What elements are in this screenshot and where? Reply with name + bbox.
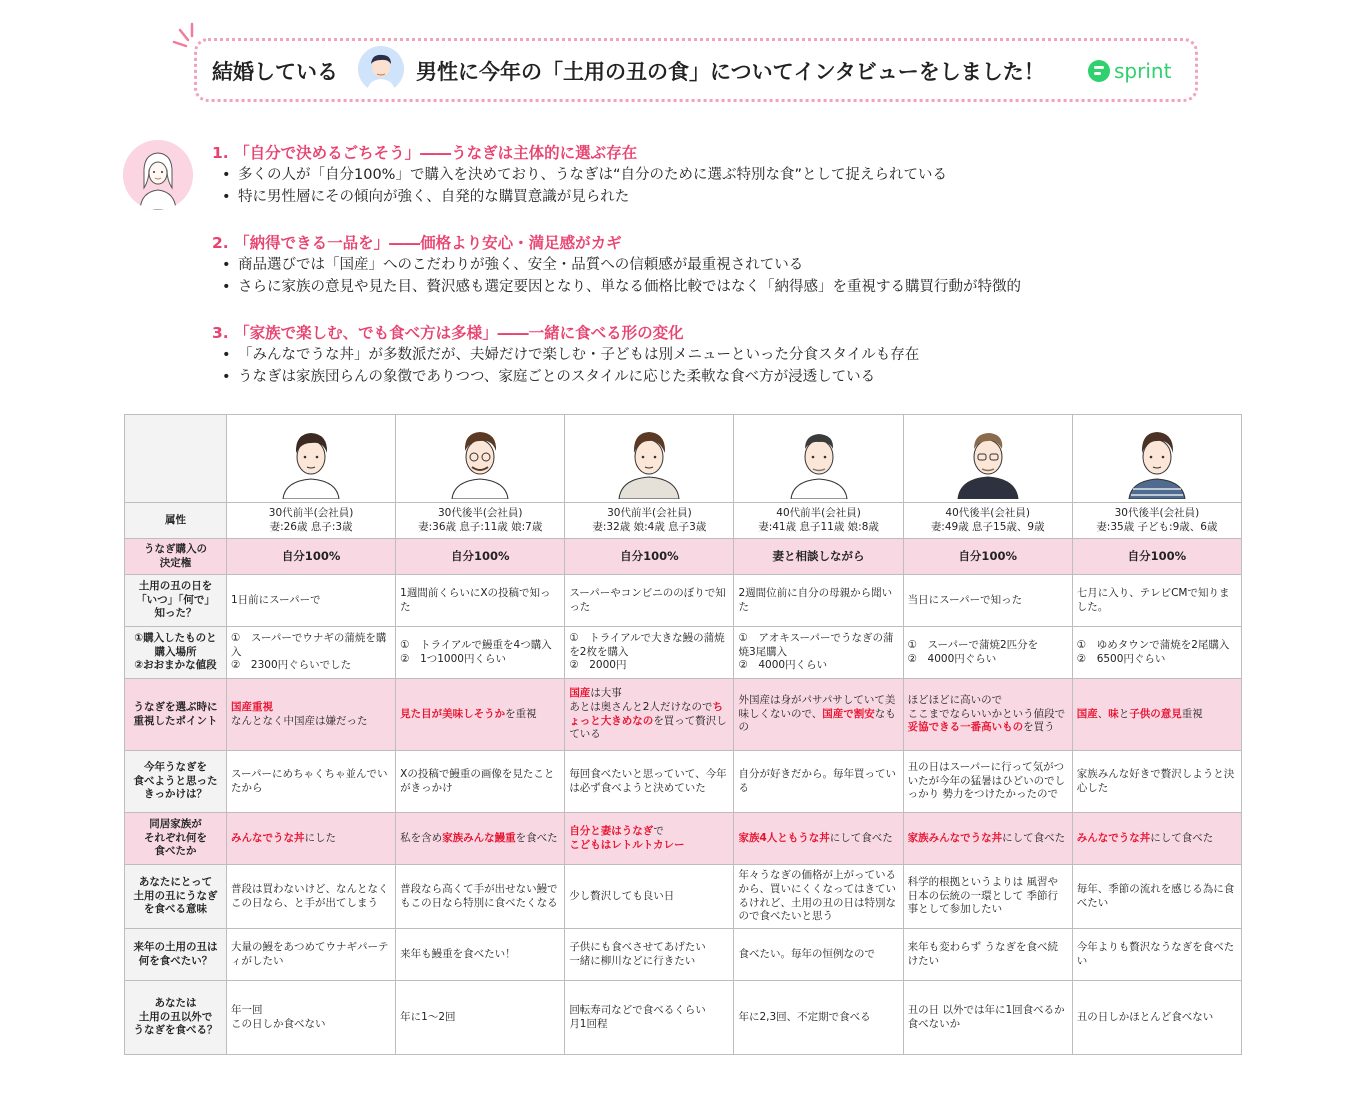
other-times-cell: 年一回 この日しか食べない <box>227 981 396 1055</box>
family-cell: みんなでうな丼にした <box>227 813 396 865</box>
trigger-cell: 家族みんな好きで贅沢しようと決心した <box>1072 751 1241 813</box>
man-portrait-icon <box>271 419 351 499</box>
family-cell: みんなでうな丼にして食べた <box>1072 813 1241 865</box>
next-year-cell: 今年よりも贅沢なうなぎを食べたい <box>1072 929 1241 981</box>
attribute-cell: 30代後半(会社員) 妻:36歳 息子:11歳 娘:7歳 <box>396 503 565 539</box>
knew-cell: 2週間位前に自分の母親から聞いた <box>734 575 903 627</box>
purchase-cell: ① ゆめタウンで蒲焼を2尾購入 ② 6500円ぐらい <box>1072 627 1241 679</box>
trigger-cell: 毎回食べたいと思っていて、今年は必ず食べようと決めていた <box>565 751 734 813</box>
row-header: ①購入したものと 購入場所 ②おおまかな値段 <box>125 627 227 679</box>
summary-heading-3: 3. 「家族で楽しむ、でも食べ方は多様」――一緒に食べる形の変化 <box>212 324 684 342</box>
table-row-knew <box>125 575 1242 627</box>
trigger-cell: 丑の日はスーパーに行って気がついたが今年の猛暑はひどいのでしっかり 勢力をつけたかったので <box>903 751 1072 813</box>
person-portrait-3 <box>565 415 734 503</box>
meaning-cell: 少し贅沢しても良い日 <box>565 865 734 929</box>
man-portrait-icon <box>779 419 859 499</box>
point-cell: 国産は大事 あとは奥さんと2人だけなのでちょっと大きめなのを買って贅沢している <box>565 679 734 751</box>
next-year-cell: 食べたい。毎年の恒例なので <box>734 929 903 981</box>
table-row-other-times <box>125 981 1242 1055</box>
man-with-glasses-jacket-portrait-icon <box>948 419 1028 499</box>
attribute-cell: 30代前半(会社員) 妻:26歳 息子:3歳 <box>227 503 396 539</box>
meaning-cell: 普段は買わないけど、なんとなくこの日なら、と手が出てしまう <box>227 865 396 929</box>
portrait-row <box>125 415 1242 503</box>
man-hoodie-portrait-icon <box>609 419 689 499</box>
man-avatar-icon <box>358 46 404 92</box>
person-portrait-1 <box>227 415 396 503</box>
family-cell: 家族みんなでうな丼にして食べた <box>903 813 1072 865</box>
banner-title-part1: 結婚している <box>212 60 338 84</box>
table-row-next-year <box>125 929 1242 981</box>
summary-bullet: • 商品選びでは「国産」へのこだわりが強く、安全・品質への信頼感が最重視されている <box>222 257 804 273</box>
meaning-cell: 年々うなぎの価格が上がっているから、買いにくくなってはきているけれど、土用の丑の日は特別なので食べたいと思う <box>734 865 903 929</box>
row-header: 属性 <box>125 503 227 539</box>
row-header: 同居家族が それぞれ何を 食べたか <box>125 813 227 865</box>
purchase-cell: ① トライアルで鰻重を4つ購入 ② 1つ1000円くらい <box>396 627 565 679</box>
point-cell: 国産、味と子供の意見重視 <box>1072 679 1241 751</box>
purchase-cell: ① アオキスーパーでうなぎの蒲焼3尾購入 ② 4000円くらい <box>734 627 903 679</box>
next-year-cell: 子供にも食べさせてあげたい 一緒に柳川などに行きたい <box>565 929 734 981</box>
summary-bullet: • 「みんなでうな丼」が多数派だが、夫婦だけで楽しむ・子どもは別メニューといった分食スタイルも存在 <box>222 347 920 363</box>
table-row-family <box>125 813 1242 865</box>
point-cell: 国産重視 なんとなく中国産は嫌だった <box>227 679 396 751</box>
row-header: うなぎを選ぶ時に 重視したポイント <box>125 679 227 751</box>
attribute-cell: 40代前半(会社員) 妻:41歳 息子11歳 娘:8歳 <box>734 503 903 539</box>
point-cell: 外国産は身がパサパサしていて美味しくないので、国産で割安なもの <box>734 679 903 751</box>
family-cell: 家族4人ともうな丼にして食べた <box>734 813 903 865</box>
table-row-decision <box>125 539 1242 575</box>
trigger-cell: Xの投稿で鰻重の画像を見たことがきっかけ <box>396 751 565 813</box>
next-year-cell: 来年も鰻重を食べたい！ <box>396 929 565 981</box>
person-portrait-5 <box>903 415 1072 503</box>
table-row-purchase <box>125 627 1242 679</box>
meaning-cell: 普段なら高くて手が出せない鰻でもこの日なら特別に食べたくなる <box>396 865 565 929</box>
empty-header-cell <box>125 415 227 503</box>
knew-cell: 1日前にスーパーで <box>227 575 396 627</box>
summary-bullet: • 特に男性層にその傾向が強く、自発的な購買意識が見られた <box>222 189 630 205</box>
attribute-cell: 40代後半(会社員) 妻:49歳 息子15歳、9歳 <box>903 503 1072 539</box>
attribute-cell: 30代前半(会社員) 妻:32歳 娘:4歳 息子3歳 <box>565 503 734 539</box>
sprint-logo-text: sprint <box>1114 59 1172 83</box>
summary-heading-1: 1. 「自分で決めるごちそう」――うなぎは主体的に選ぶ存在 <box>212 144 638 162</box>
table-row-trigger <box>125 751 1242 813</box>
row-header: うなぎ購入の 決定権 <box>125 539 227 575</box>
decision-cell: 自分100% <box>903 539 1072 575</box>
row-header: あなたは 土用の丑以外で うなぎを食べる？ <box>125 981 227 1055</box>
trigger-cell: スーパーにめちゃくちゃ並んでいたから <box>227 751 396 813</box>
other-times-cell: 丑の日 以外では年に1回食べるか食べないか <box>903 981 1072 1055</box>
next-year-cell: 来年も変わらず うなぎを食べ続けたい <box>903 929 1072 981</box>
summary-bullet: • さらに家族の意見や見た目、贅沢感も選定要因となり、単なる価格比較ではなく「納得感」を重視する購買行動が特徴的 <box>222 279 1021 295</box>
other-times-cell: 年に1～2回 <box>396 981 565 1055</box>
woman-avatar-icon <box>123 140 193 210</box>
sprint-logo <box>1088 58 1171 84</box>
decision-cell: 妻と相談しながら <box>734 539 903 575</box>
row-header: あなたにとって 土用の丑にうなぎ を食べる意味 <box>125 865 227 929</box>
knew-cell: 1週間前くらいにXの投稿で知った <box>396 575 565 627</box>
man-with-glasses-portrait-icon <box>440 419 520 499</box>
next-year-cell: 大量の鰻をあつめてウナギパーティがしたい <box>227 929 396 981</box>
summary-bullet: • 多くの人が「自分100%」で購入を決めており、うなぎは“自分のために選ぶ特別な食”として捉えられている <box>222 167 947 183</box>
summary-bullet: • うなぎは家族団らんの象徴でありつつ、家庭ごとのスタイルに応じた柔軟な食べ方が浸透している <box>222 369 876 385</box>
family-cell: 私を含め家族みんな鰻重を食べた <box>396 813 565 865</box>
point-cell: 見た目が美味しそうかを重視 <box>396 679 565 751</box>
decision-cell: 自分100% <box>1072 539 1241 575</box>
purchase-cell: ① スーパーで蒲焼2匹分を ② 4000円ぐらい <box>903 627 1072 679</box>
decision-cell: 自分100% <box>565 539 734 575</box>
trigger-cell: 自分が好きだから。毎年買っている <box>734 751 903 813</box>
sprint-logo-icon <box>1088 60 1110 82</box>
summary-heading-2: 2. 「納得できる一品を」――価格より安心・満足感がカギ <box>212 234 622 252</box>
interview-table <box>124 414 1242 1055</box>
person-portrait-4 <box>734 415 903 503</box>
banner-title-part2: 男性に今年の「土用の丑の食」についてインタビューをしました！ <box>416 60 1045 84</box>
meaning-cell: 毎年、季節の流れを感じる為に食べたい <box>1072 865 1241 929</box>
table-row-point <box>125 679 1242 751</box>
man-striped-shirt-portrait-icon <box>1117 419 1197 499</box>
table-row-meaning <box>125 865 1242 929</box>
attribute-cell: 30代後半(会社員) 妻:35歳 子ども:9歳、6歳 <box>1072 503 1241 539</box>
meaning-cell: 科学的根拠というよりは 風習や日本の伝統の一環として 季節行事として参加したい <box>903 865 1072 929</box>
purchase-cell: ① トライアルで大きな鰻の蒲焼を2枚を購入 ② 2000円 <box>565 627 734 679</box>
point-cell: ほどほどに高いので ここまでならいいかという値段で妥協できる一番高いものを買う <box>903 679 1072 751</box>
other-times-cell: 回転寿司などで食べるくらい 月1回程 <box>565 981 734 1055</box>
person-portrait-2 <box>396 415 565 503</box>
person-portrait-6 <box>1072 415 1241 503</box>
purchase-cell: ① スーパーでウナギの蒲焼を購入 ② 2300円ぐらいでした <box>227 627 396 679</box>
decision-cell: 自分100% <box>227 539 396 575</box>
knew-cell: スーパーやコンビニののぼりで知った <box>565 575 734 627</box>
family-cell: 自分と妻はうなぎで こどもはレトルトカレー <box>565 813 734 865</box>
row-header: 今年うなぎを 食べようと思った きっかけは？ <box>125 751 227 813</box>
knew-cell: 当日にスーパーで知った <box>903 575 1072 627</box>
row-header: 来年の土用の丑は 何を食べたい？ <box>125 929 227 981</box>
decision-cell: 自分100% <box>396 539 565 575</box>
knew-cell: 七月に入り、テレビCMで知りました。 <box>1072 575 1241 627</box>
other-times-cell: 丑の日しかほとんど食べない <box>1072 981 1241 1055</box>
other-times-cell: 年に2,3回、不定期で食べる <box>734 981 903 1055</box>
table-row-attribute <box>125 503 1242 539</box>
row-header: 土用の丑の日を 「いつ」「何で」 知った？ <box>125 575 227 627</box>
